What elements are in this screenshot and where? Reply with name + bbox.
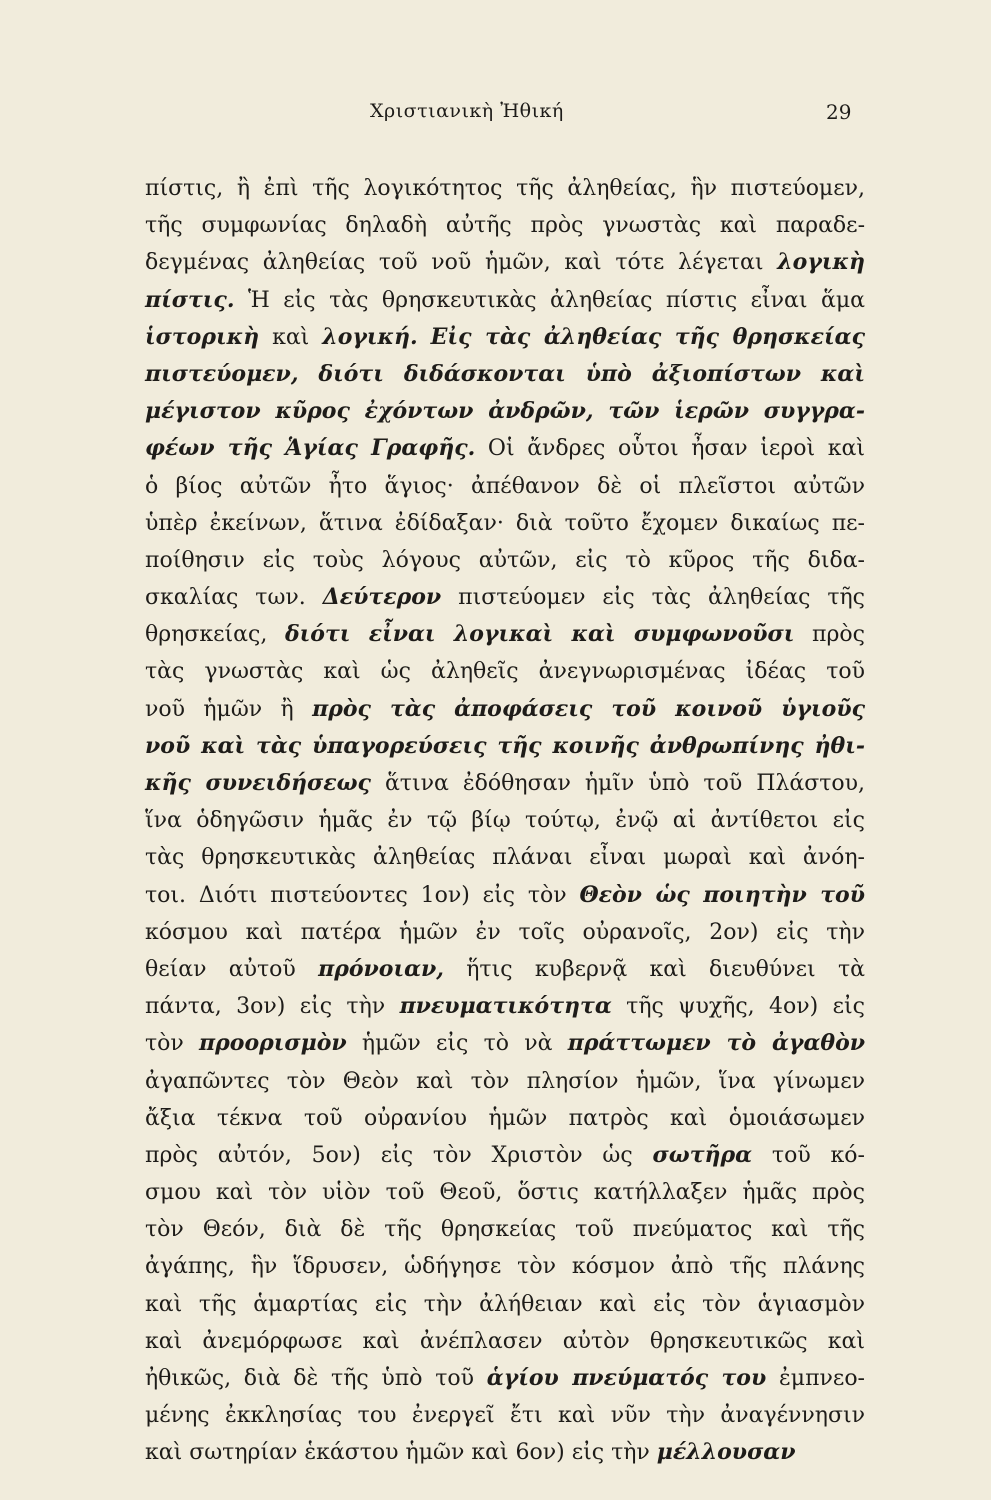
emphasis-text: μέγιστον κῦρος ἐχόντων ἀνδρῶν, τῶν ἱερῶν συγγρα- — [145, 398, 865, 425]
text-segment: Ἡ εἰς τὰς θρησκευτικὰς ἀληθείας πίστις εἶναι ἅμα — [234, 287, 865, 313]
text-line — [145, 468, 865, 505]
text-line — [145, 951, 865, 988]
text-segment: ἠθικῶς, διὰ δὲ τῆς ὑπὸ τοῦ — [145, 1366, 487, 1391]
emphasis-text: νοῦ καὶ τὰς ὑπαγορεύσεις τῆς κοινῆς ἀνθρωπίνης ἠθι- — [145, 732, 865, 759]
text-line — [145, 1025, 865, 1062]
emphasis-text: λογική. — [322, 323, 418, 350]
text-segment: θείαν αὐτοῦ — [145, 956, 319, 982]
text-line — [145, 207, 865, 244]
text-segment — [418, 325, 431, 350]
text-segment: πρὸς αὐτόν, 5ον) εἰς τὸν Χριστὸν ὡς — [145, 1142, 653, 1168]
text-segment: ἡμῶν εἰς τὸ νὰ — [346, 1031, 568, 1057]
running-title: Χριστιανικὴ Ἠθική — [370, 100, 564, 122]
text-line — [145, 1360, 865, 1397]
text-segment: τὸν Θεόν, διὰ δὲ τῆς θρησκείας τοῦ πνεύματος καὶ τῆς — [145, 1217, 865, 1243]
text-segment: πιστεύομεν εἰς τὰς ἀληθείας τῆς — [441, 585, 865, 611]
body-text — [145, 170, 865, 1472]
text-line — [145, 653, 865, 690]
text-line — [145, 1286, 865, 1323]
text-line — [145, 616, 865, 653]
text-line — [145, 1100, 865, 1137]
text-line — [145, 877, 865, 914]
text-line — [145, 579, 865, 616]
text-line — [145, 988, 865, 1025]
text-segment: καὶ ἀνεμόρφωσε καὶ ἀνέπλασεν αὐτὸν θρησκευτικῶς καὶ — [145, 1328, 865, 1354]
text-segment: ὁ βίος αὐτῶν ἦτο ἅγιος· ἀπέθανον δὲ οἱ πλεῖστοι αὐτῶν — [145, 473, 865, 499]
text-line — [145, 802, 865, 839]
text-line — [145, 765, 865, 802]
text-segment: τῆς συμφωνίας δηλαδὴ αὐτῆς πρὸς γνωστὰς καὶ παραδε- — [145, 213, 865, 239]
emphasis-text: μέλλουσαν — [656, 1439, 796, 1466]
text-segment: καὶ τῆς ἁμαρτίας εἰς τὴν ἀλήθειαν καὶ εἰς τὸν ἁγιασμὸν — [145, 1291, 865, 1317]
emphasis-text: Εἰς τὰς ἀληθείας τῆς θρησκείας — [430, 323, 866, 350]
text-line — [145, 1248, 865, 1285]
text-segment: τὰς θρησκευτικὰς ἀληθείας πλάναι εἶναι μωραὶ καὶ ἀνόη- — [145, 845, 865, 871]
emphasis-text: πρὸς τὰς ἀποφάσεις τοῦ κοινοῦ ὑγιοῦς — [312, 695, 865, 722]
emphasis-text: πίστις. — [145, 286, 235, 313]
emphasis-text: πνευματικότητα — [399, 993, 612, 1020]
text-segment: ἐμπνεο- — [766, 1366, 865, 1391]
text-line — [145, 356, 865, 393]
text-segment: θρησκείας, — [145, 622, 285, 648]
text-segment: ἵνα ὁδηγῶσιν ἡμᾶς ἐν τῷ βίῳ τούτῳ, ἐνῷ αἱ ἀντίθετοι εἰς — [145, 808, 865, 834]
emphasis-text: Δεύτερον — [322, 584, 442, 611]
text-segment: καὶ — [259, 324, 323, 350]
emphasis-text: πιστεύομεν, διότι διδάσκονται ὑπὸ ἀξιοπίστων καὶ — [145, 360, 865, 387]
text-segment: σμου καὶ τὸν υἱὸν τοῦ Θεοῦ, ὅστις κατήλλαξεν ἡμᾶς πρὸς — [145, 1180, 865, 1206]
text-segment: τὸν — [145, 1031, 200, 1057]
emphasis-text: Θεὸν ὡς ποιητὴν τοῦ — [579, 881, 865, 908]
text-line — [145, 914, 865, 951]
text-segment: ἄξια τέκνα τοῦ οὐρανίου ἡμῶν πατρὸς καὶ ὁμοιάσωμεν — [145, 1105, 865, 1131]
text-line — [145, 1434, 865, 1471]
text-segment: ἀγάπης, ἣν ἵδρυσεν, ὡδήγησε τὸν κόσμον ἀπὸ τῆς πλάνης — [145, 1254, 865, 1280]
text-segment: τοι. Διότι πιστεύοντες 1ον) εἰς τὸν — [145, 882, 580, 908]
text-line — [145, 170, 865, 207]
text-line — [145, 505, 865, 542]
text-line — [145, 1211, 865, 1248]
text-line — [145, 393, 865, 430]
text-segment: πίστις, ἢ ἐπὶ τῆς λογικότητος τῆς ἀληθείας, ἣν πιστεύομεν, — [145, 176, 865, 201]
text-segment: κόσμου καὶ πατέρα ἡμῶν ἐν τοῖς οὐρανοῖς, 2ον) εἰς τὴν — [145, 919, 865, 945]
text-segment: μένης ἐκκλησίας του ἐνεργεῖ ἔτι καὶ νῦν τὴν ἀναγέννησιν — [145, 1403, 865, 1429]
emphasis-text: κῆς συνειδήσεως — [145, 770, 371, 796]
text-segment: τὰς γνωστὰς καὶ ὡς ἀληθεῖς ἀνεγνωρισμένας ἰδέας τοῦ — [145, 659, 865, 685]
text-segment: ποίθησιν εἰς τοὺς λόγους αὐτῶν, εἰς τὸ κῦρος τῆς διδα- — [145, 547, 865, 573]
text-segment: σκαλίας των. — [145, 585, 323, 611]
text-segment: πάντα, 3ον) εἰς τὴν — [145, 994, 400, 1020]
emphasis-text: σωτῆρα — [652, 1141, 753, 1168]
text-line — [145, 1063, 865, 1100]
text-line — [145, 319, 865, 356]
text-line — [145, 542, 865, 579]
text-line — [145, 839, 865, 876]
text-segment: νοῦ ἡμῶν ἢ — [145, 696, 313, 722]
text-segment: τοῦ κό- — [752, 1142, 865, 1168]
emphasis-text: ἁγίου πνεύματός του — [486, 1365, 767, 1391]
emphasis-text: διότι εἶναι λογικαὶ καὶ συμφωνοῦσι — [284, 621, 795, 648]
text-segment: τῆς ψυχῆς, 4ον) εἰς — [611, 994, 865, 1020]
text-line — [145, 1174, 865, 1211]
emphasis-text: πρόνοιαν, — [318, 955, 444, 982]
emphasis-text: προορισμὸν — [199, 1030, 347, 1057]
text-segment: ἅτινα ἐδόθησαν ἡμῖν ὑπὸ τοῦ Πλάστου, — [370, 771, 865, 796]
text-line — [145, 728, 865, 765]
text-line — [145, 244, 865, 281]
emphasis-text: ἱστορικὴ — [145, 323, 260, 350]
text-segment: πρὸς — [794, 622, 865, 648]
text-segment: δεγμένας ἀληθείας τοῦ νοῦ ἡμῶν, καὶ τότε λέγεται — [145, 250, 778, 276]
text-segment: ἥτις κυβερνᾷ καὶ διευθύνει τὰ — [443, 956, 865, 982]
text-line — [145, 282, 865, 319]
emphasis-text: πράττωμεν τὸ ἀγαθὸν — [567, 1030, 866, 1057]
text-segment: καὶ σωτηρίαν ἑκάστου ἡμῶν καὶ 6ον) εἰς τὴν — [145, 1440, 657, 1466]
emphasis-text: λογικὴ — [777, 249, 865, 276]
text-line — [145, 1137, 865, 1174]
text-line — [145, 430, 865, 467]
text-line — [145, 691, 865, 728]
text-line — [145, 1397, 865, 1434]
page-number: 29 — [826, 100, 852, 124]
emphasis-text: φέων τῆς Ἁγίας Γραφῆς. — [145, 435, 476, 462]
text-segment: Οἱ ἄνδρες οὗτοι ἦσαν ἱεροὶ καὶ — [475, 436, 865, 462]
running-head — [0, 100, 991, 132]
text-segment: ὑπὲρ ἐκείνων, ἅτινα ἐδίδαξαν· διὰ τοῦτο ἔχομεν δικαίως πε- — [145, 510, 865, 536]
text-line — [145, 1323, 865, 1360]
text-segment: ἀγαπῶντες τὸν Θεὸν καὶ τὸν πλησίον ἡμῶν, ἵνα γίνωμεν — [145, 1068, 865, 1094]
